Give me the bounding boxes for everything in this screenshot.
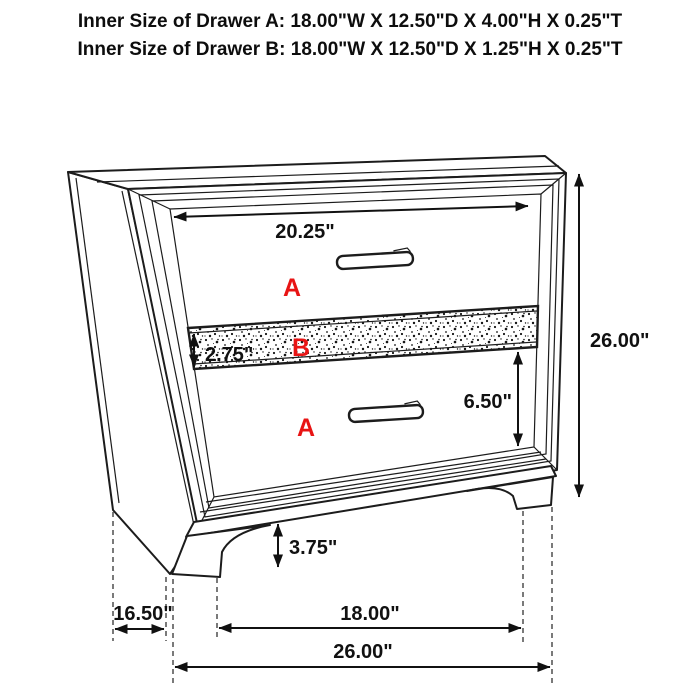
middle-drawer-height-label: 2.75" (205, 344, 254, 366)
leg-span-label: 18.00" (340, 603, 400, 625)
drawer-a-top-label: A (282, 274, 302, 302)
bottom-drawer-height-label: 6.50" (463, 391, 512, 413)
drawer-a-size-line: Inner Size of Drawer A: 18.00"W X 12.50"D X 4.00"H X 0.25"T (77, 11, 623, 32)
drawer-b-label: B (291, 334, 311, 362)
floor-clearance-label: 3.75" (289, 537, 338, 559)
overall-height-label: 26.00" (590, 330, 650, 352)
side-depth-label: 16.50" (113, 603, 173, 625)
drawer-b-size-line: Inner Size of Drawer B: 18.00"W X 12.50"D X 1.25"H X 0.25"T (77, 39, 623, 60)
drawer-opening-width-label: 20.25" (275, 221, 335, 243)
drawer-a-bottom-label: A (296, 414, 316, 442)
nightstand-drawing (68, 156, 566, 577)
overall-width-label: 26.00" (333, 641, 393, 663)
